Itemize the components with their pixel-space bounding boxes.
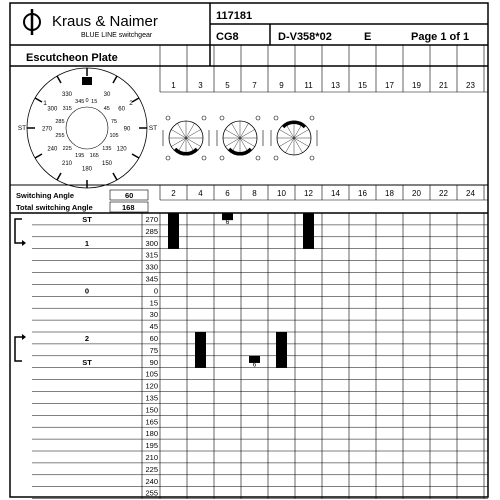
- dial-angle-label: 150: [101, 161, 113, 168]
- contact-bar-note: 6: [225, 218, 230, 226]
- switching-angle-value: 60: [125, 191, 134, 200]
- escutcheon-title: Escutcheon Plate: [26, 52, 118, 64]
- table-angle-label: 105: [145, 369, 158, 379]
- contact-closed-bar: [303, 213, 314, 249]
- dial-angle-label: 210: [61, 161, 73, 168]
- start-return-arrow-lower: [15, 337, 22, 361]
- dial-inner-label: 285: [55, 118, 65, 125]
- dial-position-label: 2: [129, 100, 133, 107]
- contact-bar-fill: [195, 332, 206, 368]
- terminal-top-number: 19: [412, 81, 421, 90]
- dial-angle-label: 90: [123, 126, 131, 133]
- terminal-top-number: 17: [385, 81, 394, 90]
- stage-terminal-post: [310, 156, 314, 160]
- dial-inner-label: 165: [89, 153, 99, 160]
- terminal-top-number: 5: [225, 81, 230, 90]
- terminal-bottom-number: 2: [171, 189, 176, 198]
- revision: E: [364, 31, 372, 43]
- dial-inner-label: 75: [110, 118, 118, 125]
- dial-inner-label: 225: [62, 145, 72, 152]
- contact-closed-bar: [222, 213, 233, 226]
- table-angle-label: 0: [153, 286, 158, 296]
- switching-sequence-table: [32, 213, 488, 499]
- stage-terminal-post: [202, 116, 206, 120]
- dial-inner-label: 315: [62, 106, 72, 113]
- table-angle-label: 45: [149, 322, 158, 332]
- terminal-bottom-number: 16: [358, 189, 367, 198]
- doc-number: 117181: [216, 10, 253, 22]
- table-position-label: 1: [84, 238, 90, 248]
- terminal-top-number: 3: [198, 81, 203, 90]
- stage-terminal-post: [256, 156, 260, 160]
- stage-terminal-post: [220, 116, 224, 120]
- terminal-top-number: 11: [304, 81, 313, 90]
- stage-terminal-post: [220, 156, 224, 160]
- table-angle-label: 270: [145, 215, 158, 224]
- terminal-top-number: 1: [171, 81, 176, 90]
- terminal-bottom-number: 10: [277, 189, 286, 198]
- contact-closed-bar: [195, 332, 206, 368]
- dial-inner-label: 135: [102, 145, 112, 152]
- dial-tick: [57, 76, 61, 83]
- sheet-border: [10, 3, 488, 497]
- table-angle-label: 165: [145, 417, 158, 427]
- dial-inner-label: 15: [91, 98, 98, 105]
- table-angle-label: 15: [149, 298, 158, 308]
- terminal-top-number: 15: [358, 81, 367, 90]
- table-position-label: 0: [84, 286, 90, 296]
- dial-angle-label: 330: [61, 91, 73, 98]
- table-angle-label: 225: [145, 464, 158, 474]
- table-angle-label: 345: [145, 274, 158, 284]
- table-angle-label: 285: [145, 226, 158, 236]
- dial-inner-ring: [66, 107, 108, 149]
- dial-inner-label: 255: [55, 133, 65, 140]
- dial-angle-label: 300: [47, 106, 58, 113]
- stage-terminal-post: [166, 156, 170, 160]
- table-angle-label: 300: [145, 238, 158, 248]
- switching-angle-label: Switching Angle: [16, 191, 75, 200]
- terminal-bottom-number: 8: [252, 189, 257, 198]
- terminal-headers: [160, 45, 488, 200]
- terminal-bottom-number: 4: [198, 189, 203, 198]
- stage-terminal-post: [274, 116, 278, 120]
- dial-inner-label: 345: [75, 98, 85, 105]
- contact-stage-symbol: [217, 116, 263, 160]
- switch-type: CG8: [216, 31, 239, 43]
- terminal-top-number: 21: [439, 81, 448, 90]
- terminal-bottom-number: 24: [466, 189, 475, 198]
- terminal-bottom-number: 14: [331, 189, 340, 198]
- contact-bar-fill: [303, 213, 314, 249]
- dial-position-label: ST: [17, 125, 27, 132]
- table-angle-label: 90: [149, 357, 158, 367]
- terminal-bottom-number: 6: [225, 189, 230, 198]
- brand-name: Kraus & Naimer: [52, 13, 158, 30]
- dial-angle-label: 0: [85, 79, 89, 86]
- terminal-top-number: 13: [331, 81, 340, 90]
- start-return-arrow-lower-head: [22, 334, 26, 340]
- terminal-bottom-number: 18: [385, 189, 394, 198]
- contact-bar-note: 6: [252, 361, 257, 369]
- terminal-top-number: 9: [279, 81, 284, 90]
- table-angle-label: 240: [145, 476, 158, 486]
- table-angle-label: 210: [145, 453, 158, 462]
- brand-logo: [24, 9, 40, 35]
- dial-position-label: 1: [43, 100, 47, 107]
- table-angle-label: 75: [149, 345, 158, 355]
- brand-tagline: BLUE LINE switchgear: [81, 32, 153, 39]
- start-return-arrow-upper-head: [22, 240, 26, 246]
- table-angle-label: 180: [145, 429, 158, 439]
- dial-tick: [57, 173, 61, 180]
- dial-inner-label: 105: [109, 133, 119, 140]
- page-indicator: Page 1 of 1: [411, 31, 470, 43]
- contact-closed-bar: [249, 356, 260, 369]
- terminal-bottom-number: 22: [439, 189, 448, 198]
- total-switching-angle-value: 168: [122, 203, 135, 212]
- table-angle-label: 330: [145, 262, 158, 272]
- escutcheon-dial: [18, 68, 157, 188]
- dial-tick: [113, 173, 117, 180]
- dial-angle-label: 120: [116, 146, 127, 153]
- table-position-label: ST: [82, 357, 92, 367]
- table-position-label: ST: [82, 215, 92, 224]
- table-angle-label: 150: [145, 405, 158, 415]
- dial-position-label: ST: [148, 125, 158, 132]
- terminal-bottom-number: 20: [412, 189, 421, 198]
- terminal-bottom-number: 12: [304, 189, 313, 198]
- table-angle-label: 195: [145, 441, 158, 451]
- table-angle-label: 120: [145, 381, 158, 391]
- table-angle-label: 315: [145, 250, 158, 260]
- dial-tick: [113, 76, 117, 83]
- contact-symbols: [163, 116, 317, 160]
- stage-terminal-post: [274, 156, 278, 160]
- table-angle-label: 30: [149, 310, 158, 320]
- contact-bar-fill: [168, 213, 179, 249]
- drawing-code: D-V358*02: [278, 31, 332, 43]
- terminal-top-number: 23: [466, 81, 475, 90]
- stage-terminal-post: [310, 116, 314, 120]
- total-switching-angle-label: Total switching Angle: [16, 203, 93, 212]
- stage-terminal-post: [256, 116, 260, 120]
- table-position-label: 2: [84, 334, 90, 343]
- dial-angle-label: 240: [47, 146, 58, 153]
- contact-closed-bar: [276, 332, 287, 368]
- stage-terminal-post: [166, 116, 170, 120]
- table-angle-label: 255: [145, 488, 158, 498]
- dial-tick: [132, 154, 139, 158]
- table-angle-label: 60: [149, 334, 158, 343]
- dial-angle-label: 30: [103, 91, 111, 98]
- terminal-top-number: 7: [252, 81, 257, 90]
- dial-inner-label: 0: [85, 98, 89, 104]
- start-return-arrow-upper: [15, 219, 22, 243]
- dial-angle-label: 180: [81, 166, 93, 173]
- dial-tick: [132, 98, 139, 102]
- dial-angle-label: 60: [118, 106, 125, 113]
- contact-stage-symbol: [163, 116, 209, 160]
- stage-terminal-post: [202, 156, 206, 160]
- dial-angle-label: 270: [41, 126, 53, 133]
- dial-inner-label: 195: [75, 153, 85, 160]
- dial-tick: [35, 154, 42, 158]
- table-angle-label: 135: [145, 393, 158, 403]
- contact-stage-symbol: [271, 116, 317, 160]
- contact-closed-bar: [168, 213, 179, 249]
- dial-inner-label: 45: [103, 106, 110, 113]
- dial-tick: [35, 98, 42, 102]
- contact-bar-fill: [276, 332, 287, 368]
